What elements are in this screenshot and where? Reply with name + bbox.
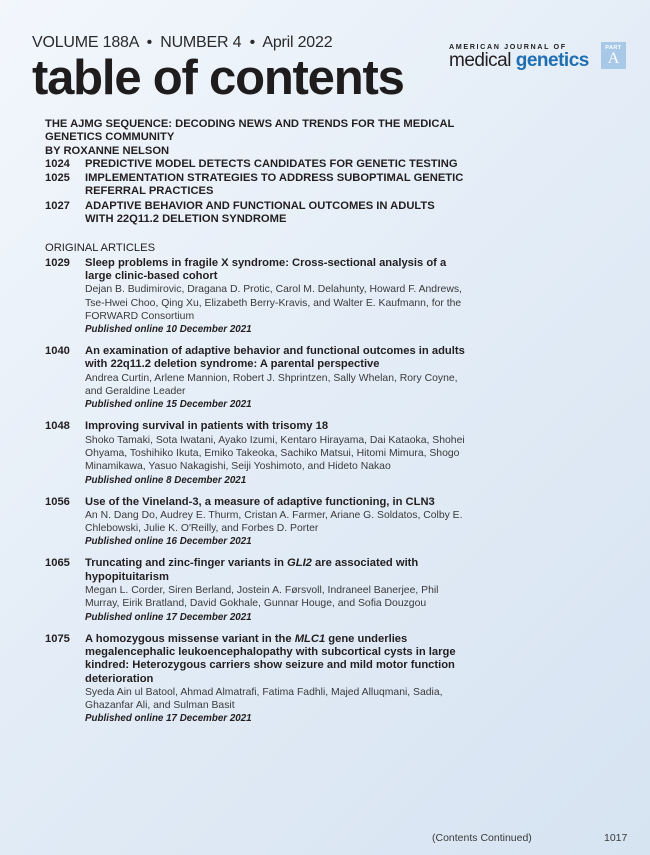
journal-logo-line1: AMERICAN JOURNAL OF	[449, 42, 567, 51]
issue-info	[32, 34, 404, 52]
article-authors: Shoko Tamaki, Sota Iwatani, Ayako Izumi, Kentaro Hirayama, Dai Kataoka, Shohei Ohyama, Toshihiko Ikuta, Emiko Takeoka, Sachiko Matsui, Hitomi Mimura, Shogo Minamikawa, Yasuo Nakagishi, Seiji Yoshimoto, and Hideto Nakao	[85, 434, 465, 473]
article-authors: Dejan B. Budimirovic, Dragana D. Protic, Carol M. Delahunty, Howard F. Andrews, Tse-Hwei Choo, Qing Xu, Elizabeth Berry-Kravis, and Walter E. Kaufmann, for the FORWARD Consortium	[85, 284, 462, 322]
part-letter: A	[607, 50, 620, 67]
article-title[interactable]	[85, 633, 465, 686]
article-page: 1048	[45, 420, 70, 433]
article-entry[interactable]	[45, 557, 465, 623]
article-published: Published online 15 December 2021	[85, 399, 252, 411]
article-page: 1075	[45, 632, 70, 645]
separator: •	[146, 34, 152, 51]
part-label: PART	[605, 45, 622, 51]
news-page: 1025	[45, 172, 70, 185]
masthead	[32, 34, 404, 105]
volume: VOLUME 188A	[32, 34, 139, 51]
journal-word-genetics: genetics	[515, 50, 589, 71]
article-published: Published online 16 December 2021	[85, 536, 252, 548]
news-title: PREDICTIVE MODEL DETECTS CANDIDATES FOR GENETIC TESTING	[85, 157, 458, 170]
article-entry[interactable]	[45, 633, 465, 726]
news-page: 1027	[45, 199, 70, 212]
journal-logo	[449, 42, 629, 72]
article-published: Published online 17 December 2021	[85, 611, 252, 623]
article-title[interactable]: Use of the Vineland-3, a measure of adaptive functioning, in CLN3	[85, 495, 435, 508]
article-title[interactable]: An examination of adaptive behavior and functional outcomes in adults with 22q11.2 deletion syndrome: A parental perspective	[85, 345, 465, 371]
contents	[45, 118, 465, 725]
article-authors: An N. Dang Do, Audrey E. Thurm, Cristan A. Farmer, Ariane G. Soldatos, Colby E. Chlebowski, Julie K. O'Reilly, and Forbes D. Porter	[85, 509, 463, 535]
article-title[interactable]	[85, 557, 465, 584]
article-authors: Megan L. Corder, Siren Berland, Jostein A. Førsvoll, Indraneel Banerjee, Phil Murray, Eirik Bratland, David Gokhale, Gunnar Houge, and Sofia Douzgou	[85, 585, 439, 610]
article-authors: Andrea Curtin, Arlene Mannion, Robert J. Shprintzen, Sally Whelan, Rory Coyne, and Geraldine Leader	[85, 372, 458, 398]
article-title[interactable]: Improving survival in patients with trisomy 18	[85, 420, 329, 433]
article-page: 1056	[45, 495, 70, 508]
separator: •	[249, 34, 255, 51]
title-text: Truncating and zinc-finger variants in	[85, 557, 288, 570]
article-title[interactable]: Sleep problems in fragile X syndrome: Cross-sectional analysis of a large clinic-based cohort	[85, 256, 447, 282]
news-heading-line: GENETICS COMMUNITY	[45, 131, 175, 144]
part-badge	[601, 42, 626, 69]
article-entry[interactable]	[45, 420, 465, 486]
gene-name: GLI2	[287, 557, 312, 570]
article-published: Published online 8 December 2021	[85, 474, 247, 486]
article-page: 1065	[45, 557, 70, 570]
article-authors: Syeda Ain ul Batool, Ahmad Almatrafi, Fatima Fadhli, Majed Alluqmani, Sadia, Ghazanfar Ali, and Sulman Basit	[85, 686, 443, 712]
title-text: are associated with hypopituitarism	[85, 557, 419, 583]
contents-continued: (Contents Continued)	[432, 832, 532, 844]
news-page: 1024	[45, 157, 70, 170]
section-heading: ORIGINAL ARTICLES	[45, 242, 156, 255]
issue-number: NUMBER 4	[160, 34, 242, 51]
news-item[interactable]	[45, 200, 465, 227]
article-published: Published online 10 December 2021	[85, 324, 252, 336]
issue-date: April 2022	[262, 34, 333, 51]
news-byline: BY ROXANNE NELSON	[45, 144, 170, 157]
news-title: ADAPTIVE BEHAVIOR AND FUNCTIONAL OUTCOMES IN ADULTS WITH 22Q11.2 DELETION SYNDROME	[85, 199, 435, 226]
news-item[interactable]	[45, 172, 465, 199]
article-entry[interactable]	[45, 257, 465, 336]
article-entry[interactable]	[45, 496, 465, 549]
title-text: gene underlies megalencephalic leukoencephalopathy with subcortical cysts in large kindred: Heterozygous carriers show seizure and mild motor function deterioration	[85, 632, 456, 685]
article-entry[interactable]	[45, 345, 465, 411]
news-heading	[45, 118, 465, 158]
gene-name: MLC1	[294, 632, 326, 645]
article-published: Published online 17 December 2021	[85, 713, 252, 725]
news-heading-line: THE AJMG SEQUENCE: DECODING NEWS AND TRENDS FOR THE MEDICAL	[45, 118, 455, 130]
news-title: IMPLEMENTATION STRATEGIES TO ADDRESS SUBOPTIMAL GENETIC REFERRAL PRACTICES	[85, 172, 464, 198]
page-title: table of contents	[32, 51, 404, 105]
article-page: 1029	[45, 256, 70, 269]
page-number: 1017	[604, 832, 628, 844]
title-text: A homozygous missense variant in the	[85, 632, 295, 645]
news-item[interactable]	[45, 158, 465, 171]
article-page: 1040	[45, 345, 70, 358]
journal-word-medical: medical	[449, 50, 516, 71]
